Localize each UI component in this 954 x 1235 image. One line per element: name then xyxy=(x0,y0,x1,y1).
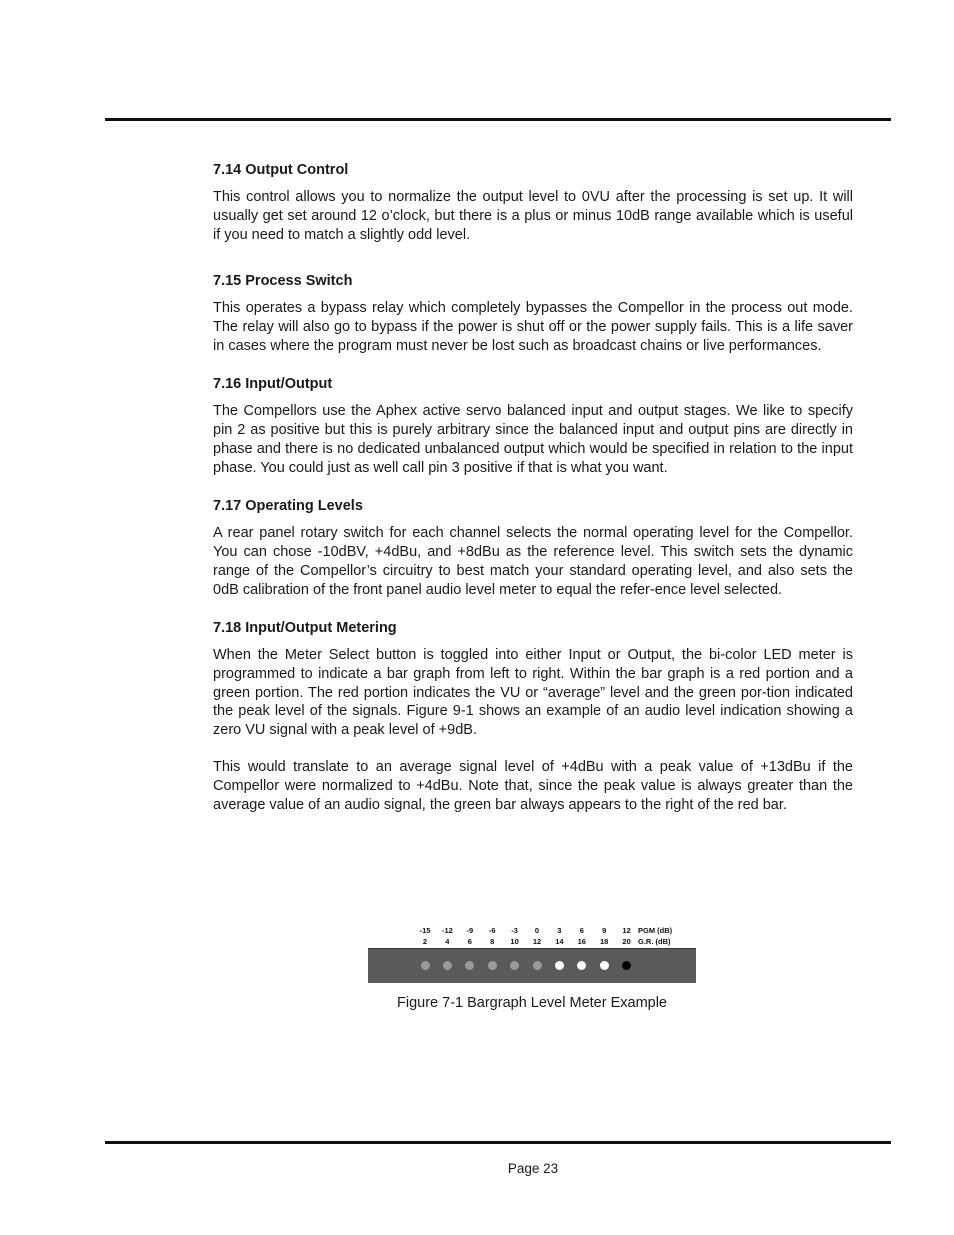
page-number: Page 23 xyxy=(507,1161,559,1176)
gr-scale-label: 10 xyxy=(510,937,519,946)
section-paragraph: When the Meter Select button is toggled into either Input or Output, the bi-color LED meter is programmed to indicate a bar graph from left to right. Within the bar graph is a red portion and a green portion. The red portion indicates the VU or “average” level and the green por-tion indicated the peak level of the signals. Figure 9-1 shows an example of an audio level indication showing a zero VU signal with a peak level of +9dB. xyxy=(213,646,853,739)
header-rule xyxy=(105,118,891,121)
pgm-scale-label: 0 xyxy=(534,926,540,935)
led-indicator-white xyxy=(577,961,586,970)
gr-scale-label: 20 xyxy=(622,937,631,946)
led-indicator-white xyxy=(600,961,609,970)
gr-scale-label: 4 xyxy=(445,937,450,946)
section-paragraph: This operates a bypass relay which completely bypasses the Compellor in the process out mode. The relay will also go to bypass if the power is shut off or the power supply fails. This is a life saver in cases where the program must never be lost such as broadcast chains or live performances. xyxy=(213,299,853,354)
led-indicator-off xyxy=(465,961,474,970)
pgm-unit-label: PGM (dB) xyxy=(638,926,673,935)
gr-scale-label: 16 xyxy=(577,937,586,946)
gr-scale-label: 6 xyxy=(467,937,472,946)
figure-caption: Figure 7-1 Bargraph Level Meter Example xyxy=(397,995,667,1011)
pgm-scale-label: -6 xyxy=(488,926,496,935)
gr-scale-label: 12 xyxy=(532,937,542,946)
pgm-scale-label: 3 xyxy=(557,926,562,935)
document-body xyxy=(213,160,853,815)
gr-scale-label: 14 xyxy=(555,937,564,946)
led-indicator-off xyxy=(510,961,519,970)
gr-scale-label: 18 xyxy=(600,937,609,946)
led-indicator-off xyxy=(443,961,452,970)
pgm-scale-label: -12 xyxy=(441,926,453,935)
section-paragraph: This would translate to an average signal level of +4dBu with a peak value of +13dBu if the Compellor were normalized to +4dBu. Note that, since the peak value is always greater than the average value of an audio signal, the green bar always appears to the right of the red bar. xyxy=(213,759,853,814)
section-heading: 7.14 Output Control xyxy=(213,162,349,178)
pgm-scale-label: 9 xyxy=(602,926,607,935)
gr-unit-label: G.R. (dB) xyxy=(638,937,671,946)
pgm-scale-label: 6 xyxy=(579,926,584,935)
section-heading: 7.15 Process Switch xyxy=(213,272,353,289)
section-heading: 7.18 Input/Output Metering xyxy=(213,619,397,636)
gr-scale-label: 2 xyxy=(422,937,428,946)
section-paragraph: A rear panel rotary switch for each channel selects the normal operating level for the Compellor. You can chose -10dBV, +4dBu, and +8dBu as the reference level. This switch sets the dynamic range of the Compellor’s circuitry to best match your standard operating level, and also sets the 0dB calibration of the front panel audio level meter to equal the refer-ence level selected. xyxy=(213,525,853,598)
pgm-scale-label: -15 xyxy=(419,926,431,935)
section-process-switch xyxy=(213,271,853,356)
led-indicator-black xyxy=(622,961,631,970)
bargraph-meter-figure xyxy=(368,924,696,983)
led-indicator-off xyxy=(488,961,497,970)
section-heading: 7.16 Input/Output xyxy=(213,376,333,393)
gr-scale-label: 8 xyxy=(490,937,495,946)
section-heading: 7.17 Operating Levels xyxy=(213,498,363,515)
section-paragraph: This control allows you to normalize the output level to 0VU after the processing is set up. It will usually get set around 12 o’clock, but there is a plus or minus 10dB range available which is useful if you need to match a slightly odd level. xyxy=(213,189,853,243)
led-indicator-off xyxy=(421,961,430,970)
section-paragraph: The Compellors use the Aphex active servo balanced input and output stages. We like to specify pin 2 as positive but this is purely arbitrary since the balanced input and output pins are directly in phase and there is no dedicated unbalanced output which would be specified in relation to the input phase. You could just as well call pin 3 positive if that is what you want. xyxy=(213,403,853,477)
pgm-scale-label: -9 xyxy=(466,926,474,935)
led-indicator-white xyxy=(555,961,564,970)
section-operating-levels xyxy=(213,496,853,600)
led-indicator-off xyxy=(533,961,542,970)
pgm-scale-label: 12 xyxy=(622,926,631,935)
led-meter-bar xyxy=(368,948,696,983)
meter-scale-labels xyxy=(368,924,696,948)
section-input-output xyxy=(213,374,853,478)
footer-rule xyxy=(105,1141,891,1144)
section-input-output-metering xyxy=(213,618,853,815)
pgm-scale-label: -3 xyxy=(511,926,518,935)
section-output-control xyxy=(213,160,853,245)
